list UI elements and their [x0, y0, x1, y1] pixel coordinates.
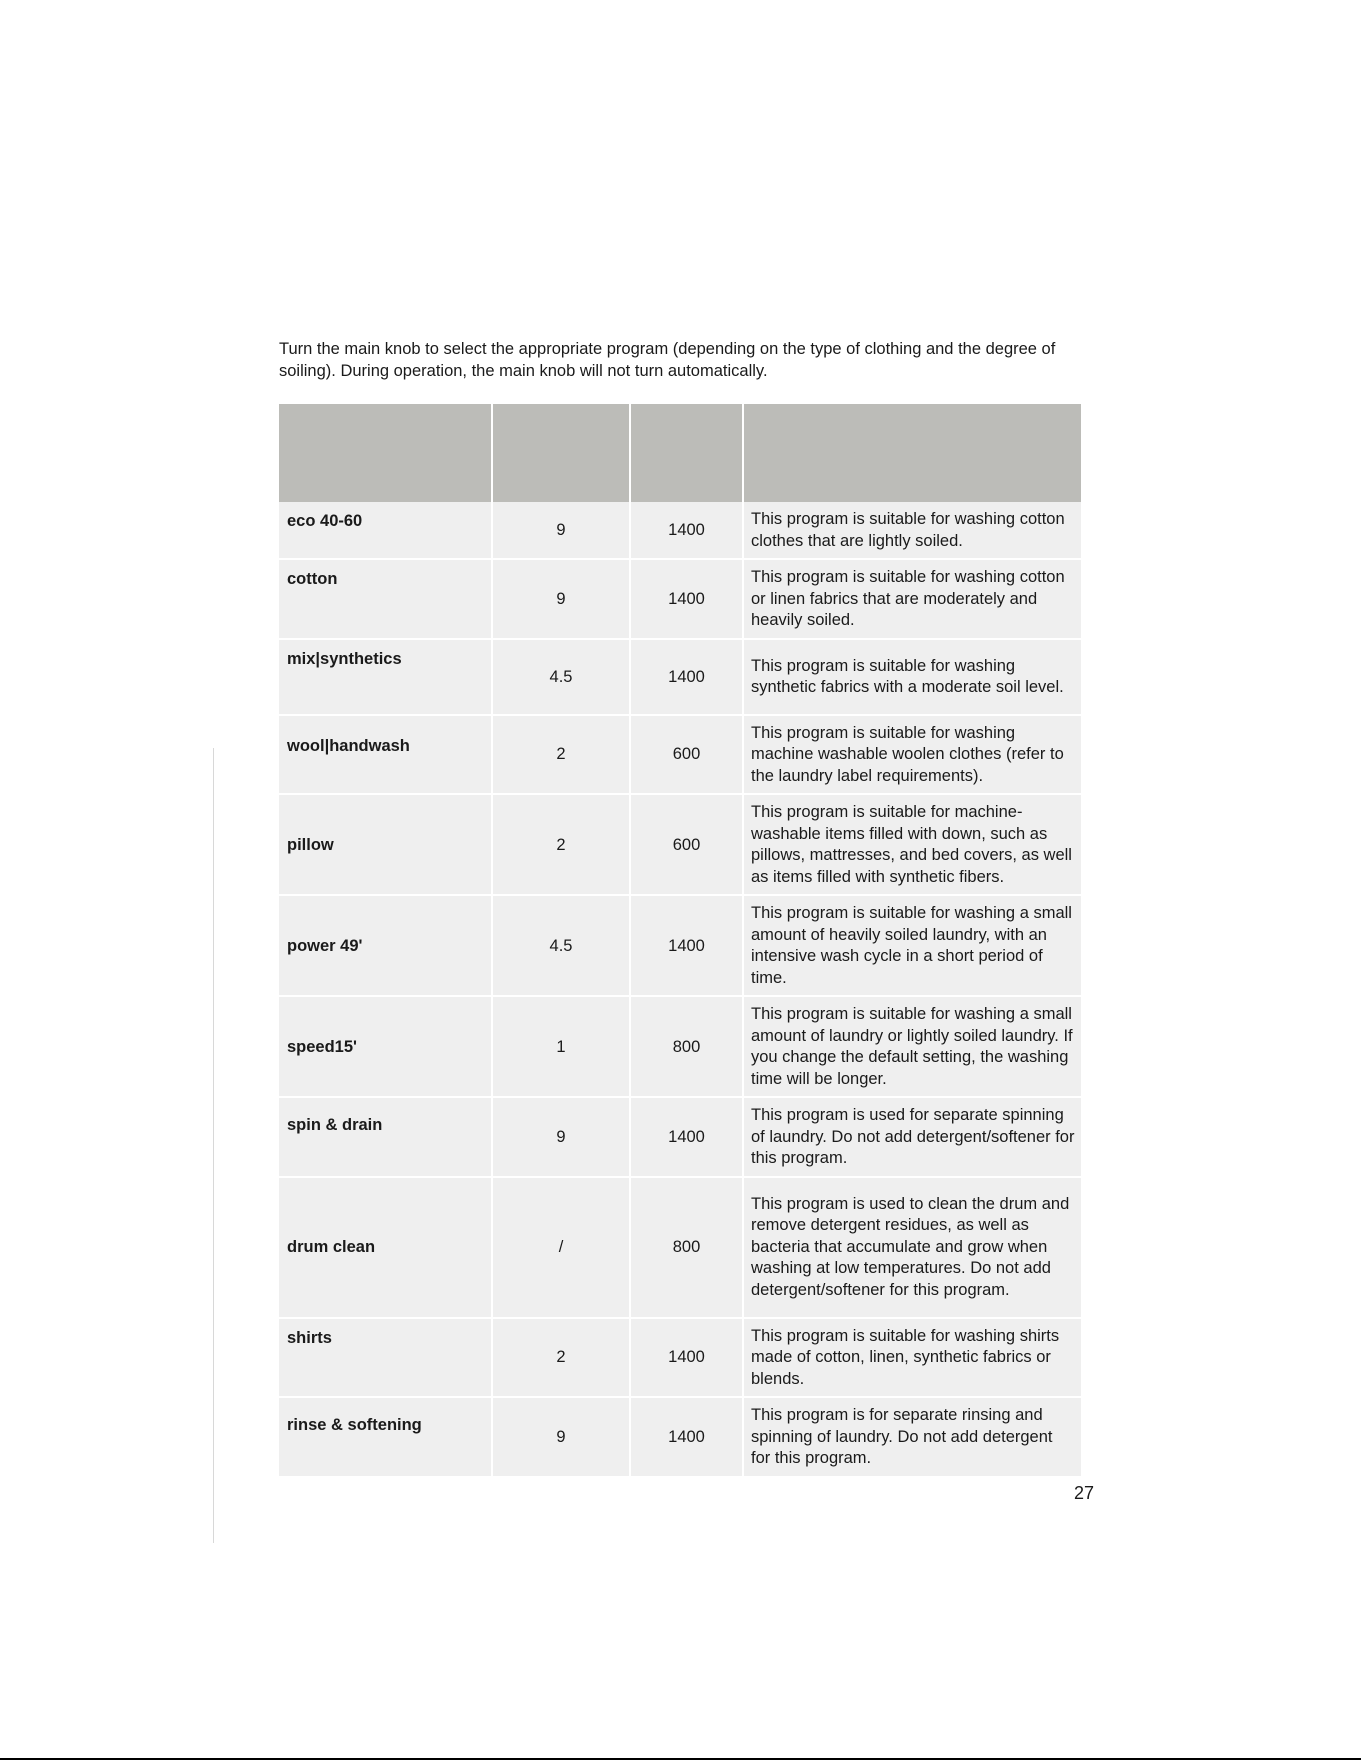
table-row — [279, 502, 1081, 559]
program-description: This program is suitable for washing cotton clothes that are lightly soiled. — [743, 502, 1081, 559]
program-name: shirts — [279, 1318, 492, 1398]
program-name: eco 40-60 — [279, 502, 492, 559]
program-description: This program is suitable for washing synthetic fabrics with a moderate soil level. — [743, 639, 1081, 715]
page-number: 27 — [1074, 1483, 1095, 1503]
program-name: power 49' — [279, 895, 492, 996]
program-load: 9 — [492, 502, 630, 559]
program-name: spin & drain — [279, 1097, 492, 1177]
program-load: 2 — [492, 1318, 630, 1398]
program-load: 2 — [492, 794, 630, 895]
page-bottom-rule — [0, 1758, 1361, 1760]
program-description: This program is used for separate spinning of laundry. Do not add detergent/softener for this program. — [743, 1097, 1081, 1177]
margin-rule — [213, 748, 214, 1543]
table-row — [279, 715, 1081, 795]
program-table — [279, 404, 1081, 1478]
table-row — [279, 895, 1081, 996]
table-row — [279, 1318, 1081, 1398]
program-load: / — [492, 1177, 630, 1318]
header-cell-description — [743, 404, 1081, 502]
program-name: mix|synthetics — [279, 639, 492, 715]
program-description: This program is suitable for machine-washable items filled with down, such as pillows, mattresses, and bed covers, as well as items filled with synthetic fibers. — [743, 794, 1081, 895]
program-spin: 1400 — [630, 639, 743, 715]
program-description: This program is suitable for washing machine washable woolen clothes (refer to the laundry label requirements). — [743, 715, 1081, 795]
program-spin: 1400 — [630, 559, 743, 639]
program-load: 9 — [492, 559, 630, 639]
program-description: This program is used to clean the drum and remove detergent residues, as well as bacteria that accumulate and grow when washing at low temperatures. Do not add detergent/softener for this program. — [743, 1177, 1081, 1318]
program-name: pillow — [279, 794, 492, 895]
program-description: This program is suitable for washing a small amount of laundry or lightly soiled laundry. If you change the default setting, the washing time will be longer. — [743, 996, 1081, 1097]
intro-paragraph: Turn the main knob to select the appropriate program (depending on the type of clothing and the degree of soiling). During operation, the main knob will not turn automatically. — [279, 340, 1056, 380]
program-spin: 600 — [630, 794, 743, 895]
program-spin: 600 — [630, 715, 743, 795]
header-cell-spin — [630, 404, 743, 502]
program-load: 1 — [492, 996, 630, 1097]
program-spin: 1400 — [630, 895, 743, 996]
program-description: This program is for separate rinsing and spinning of laundry. Do not add detergent for this program. — [743, 1397, 1081, 1477]
program-spin: 800 — [630, 996, 743, 1097]
table-row — [279, 1177, 1081, 1318]
program-description: This program is suitable for washing cotton or linen fabrics that are moderately and heavily soiled. — [743, 559, 1081, 639]
table-row — [279, 639, 1081, 715]
program-load: 9 — [492, 1397, 630, 1477]
header-cell-program — [279, 404, 492, 502]
table-header-row — [279, 404, 1081, 502]
program-spin: 1400 — [630, 502, 743, 559]
program-load: 4.5 — [492, 639, 630, 715]
program-spin: 1400 — [630, 1397, 743, 1477]
program-load: 9 — [492, 1097, 630, 1177]
table-row — [279, 794, 1081, 895]
program-name: wool|handwash — [279, 715, 492, 795]
header-cell-load — [492, 404, 630, 502]
program-spin: 800 — [630, 1177, 743, 1318]
program-spin: 1400 — [630, 1318, 743, 1398]
table-row — [279, 1097, 1081, 1177]
program-name: rinse & softening — [279, 1397, 492, 1477]
program-name: drum clean — [279, 1177, 492, 1318]
table-row — [279, 996, 1081, 1097]
table-row — [279, 1397, 1081, 1477]
program-description: This program is suitable for washing shirts made of cotton, linen, synthetic fabrics or blends. — [743, 1318, 1081, 1398]
program-name: speed15' — [279, 996, 492, 1097]
program-load: 2 — [492, 715, 630, 795]
program-spin: 1400 — [630, 1097, 743, 1177]
program-name: cotton — [279, 559, 492, 639]
table-row — [279, 559, 1081, 639]
program-description: This program is suitable for washing a small amount of heavily soiled laundry, with an intensive wash cycle in a short period of time. — [743, 895, 1081, 996]
program-load: 4.5 — [492, 895, 630, 996]
